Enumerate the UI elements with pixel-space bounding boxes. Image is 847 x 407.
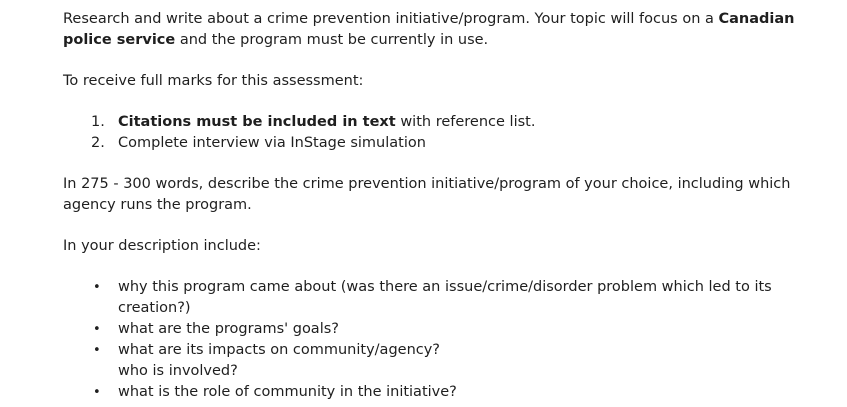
list-item (63, 340, 833, 361)
bullet-icon: • (93, 385, 101, 400)
list-item (63, 133, 833, 154)
list-item-text: what are its impacts on community/agency? (118, 342, 441, 358)
description-bullet-list (63, 277, 833, 403)
list-item-text: Complete interview via InStage simulation (118, 135, 426, 151)
list-item (63, 361, 833, 382)
list-item (63, 382, 833, 403)
document-body (63, 9, 833, 403)
list-item (63, 319, 833, 340)
list-item-text: with reference list. (395, 114, 536, 130)
list-item-text: why this program came about (was there an issue/crime/disorder problem which led to its creation?) (118, 279, 772, 316)
list-item (63, 112, 833, 133)
bullet-icon: • (93, 343, 101, 358)
list-item-text: what are the programs' goals? (118, 321, 339, 337)
intro-paragraph (63, 9, 833, 51)
bullet-icon: • (93, 280, 101, 295)
list-number: 1. (91, 114, 105, 130)
list-item (63, 277, 833, 319)
intro-text-1: Research and write about a crime prevention initiative/program. Your topic will focus on a (63, 11, 719, 27)
include-heading: In your description include: (63, 238, 261, 254)
requirements-list (63, 112, 833, 154)
bullet-icon: • (93, 322, 101, 337)
marks-heading: To receive full marks for this assessment: (63, 73, 364, 89)
intro-text-2: and the program must be currently in use. (175, 32, 489, 48)
word-count-paragraph: In 275 - 300 words, describe the crime prevention initiative/program of your choice, including which agency runs the program. (63, 176, 791, 213)
intro-bold-canadian-police-service: Canadian police service (63, 11, 795, 48)
list-item-text: who is involved? (118, 363, 238, 379)
list-number: 2. (91, 135, 105, 151)
list-item-text: what is the role of community in the initiative? (118, 384, 457, 400)
citations-bold-text: Citations must be included in text (118, 114, 396, 130)
